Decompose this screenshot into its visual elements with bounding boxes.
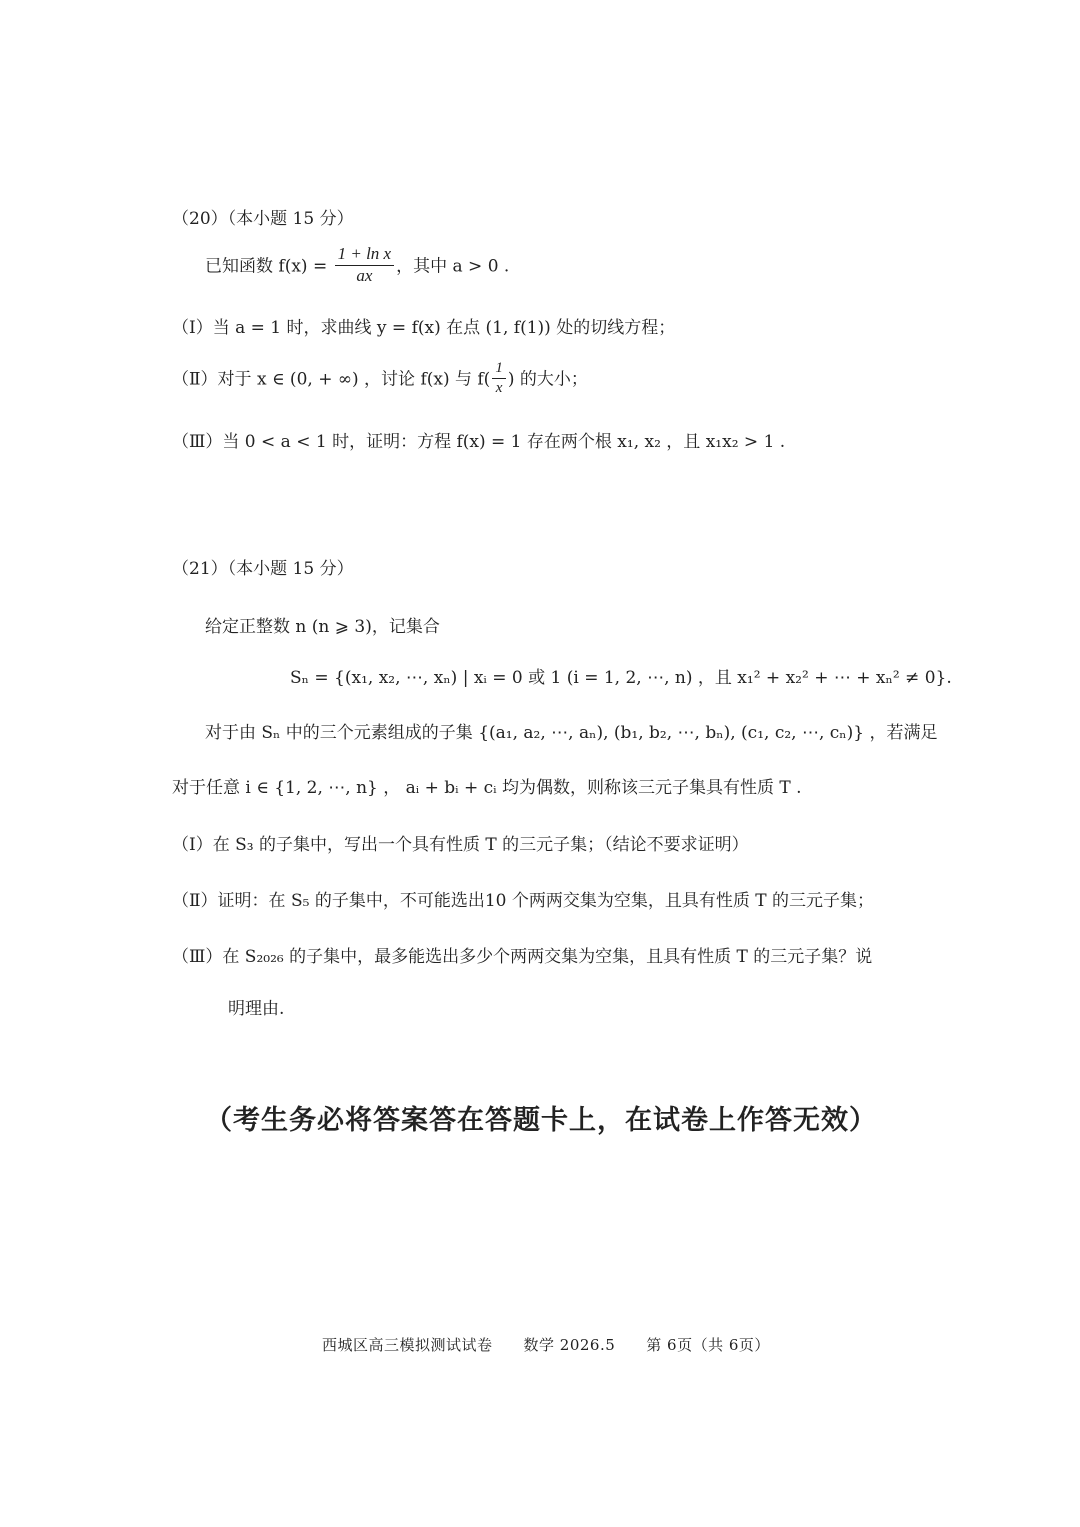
q21-description-line2: 对于任意 i ∈ {1, 2, ⋯, n} ， aᵢ + bᵢ + cᵢ 均为偶数，则称该三元子集具有性质 T . — [172, 778, 802, 798]
q20-part2 — [172, 362, 588, 398]
q21-description-line1: 对于由 Sₙ 中的三个元素组成的子集 {(a₁, a₂, ⋯, aₙ), (b₁, b₂, ⋯, bₙ), (c₁, c₂, ⋯, cₙ)} ，若满足 — [205, 723, 938, 743]
q20-part2-post: ) 的大小； — [507, 369, 588, 390]
q21-set-definition: Sₙ = {(x₁, x₂, ⋯, xₙ) | xᵢ = 0 或 1 (i = 1, 2, ⋯, n) ，且 x₁² + x₂² + ⋯ + xₙ² ≠ 0}. — [290, 668, 952, 688]
q20-intro — [205, 244, 510, 287]
q21-intro: 给定正整数 n (n ⩾ 3)，记集合 — [205, 617, 440, 637]
q21-part3-line2: 明理由. — [228, 999, 285, 1019]
q20-function-fraction — [335, 245, 395, 285]
q20-part2-fraction-numerator: 1 — [492, 360, 506, 379]
page-footer: 西城区高三模拟测试试卷 数学 2026.5 第 6页（共 6页） — [322, 1336, 770, 1354]
q20-intro-post: ，其中 a > 0 . — [396, 256, 510, 277]
q20-fraction-denominator: ax — [356, 265, 373, 285]
q21-header: （21）（本小题 15 分） — [172, 559, 354, 579]
q21-part1: （Ⅰ）在 S₃ 的子集中，写出一个具有性质 T 的三元子集；（结论不要求证明） — [172, 835, 749, 855]
q21-part3-line1: （Ⅲ）在 S₂₀₂₆ 的子集中，最多能选出多少个两两交集为空集，且具有性质 T 的三元子集？说 — [172, 947, 873, 967]
q20-header: （20）（本小题 15 分） — [172, 209, 354, 229]
q20-fraction-numerator: 1 + ln x — [335, 245, 395, 266]
q20-part1: （Ⅰ）当 a = 1 时，求曲线 y = f(x) 在点 (1, f(1)) 处的切线方程； — [172, 318, 676, 338]
q20-part3: （Ⅲ）当 0 < a < 1 时，证明：方程 f(x) = 1 存在两个根 x₁, x₂ ，且 x₁x₂ > 1 . — [172, 432, 786, 452]
q20-part2-fraction-denominator: x — [495, 379, 503, 396]
q20-part2-pre: （Ⅱ）对于 x ∈ (0, + ∞) ，讨论 f(x) 与 f( — [172, 369, 491, 390]
q20-intro-pre: 已知函数 f(x) = — [205, 256, 333, 277]
answer-card-notice: （考生务必将答案答在答题卡上，在试卷上作答无效） — [205, 1105, 877, 1136]
q21-part2: （Ⅱ）证明：在 S₅ 的子集中，不可能选出10 个两两交集为空集，且具有性质 T 的三元子集； — [172, 891, 875, 911]
q20-part2-fraction — [492, 360, 506, 396]
